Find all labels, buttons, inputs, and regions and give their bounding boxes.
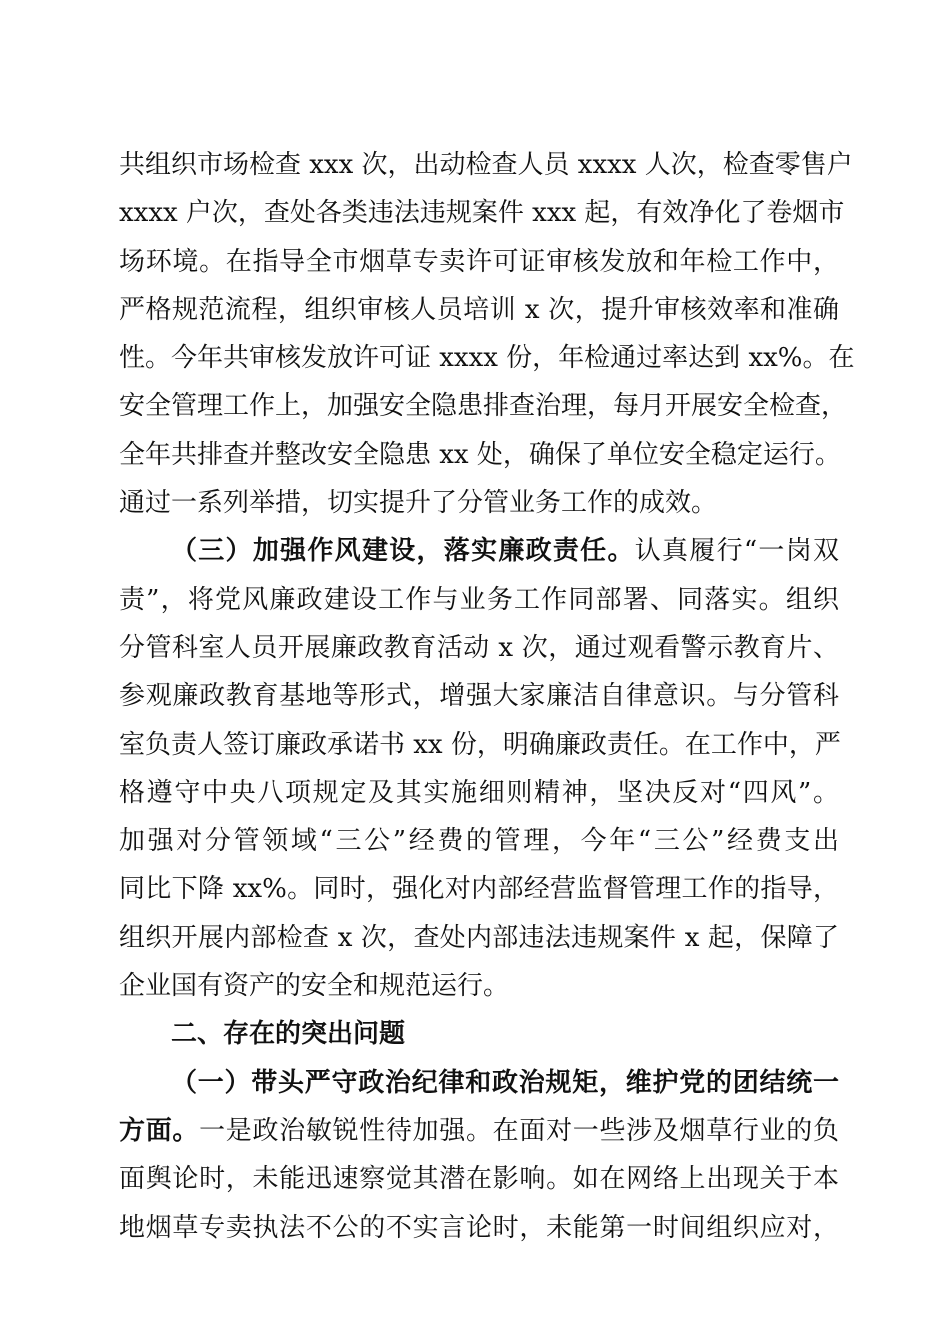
text-line: 参观廉政教育基地等形式，增强大家廉洁自律意识。与分管科	[119, 681, 839, 712]
text-line: 企业国有资产的安全和规范运行。	[119, 971, 510, 1002]
text-line: xxxx 户次，查处各类违法违规案件 xxx 起，有效净化了卷烟市	[119, 198, 845, 229]
text-line: 安全管理工作上，加强安全隐患排查治理，每月开展安全检查，	[119, 391, 848, 422]
text-line: 共组织市场检查 xxx 次，出动检查人员 xxxx 人次，检查零售户	[119, 150, 853, 180]
document-body	[119, 141, 855, 1252]
text-line: 通过一系列举措，切实提升了分管业务工作的成效。	[119, 488, 718, 519]
text-line: 场环境。在指导全市烟草专卖许可证审核发放和年检工作中，	[119, 246, 839, 277]
text-line: 加强对分管领域“三公”经费的管理，今年“三公”经费支出	[119, 826, 839, 857]
text-line: 责”，将党风廉政建设工作与业务工作同部署、同落实。组织	[119, 584, 839, 615]
paragraph-first-line	[119, 527, 839, 575]
text-line: 性。今年共审核发放许可证 xxxx 份，年检通过率达到 xx%。在	[119, 343, 855, 374]
text-line: 同比下降 xx%。同时，强化对内部经营监督管理工作的指导，	[119, 874, 839, 905]
text-line: 地烟草专卖执法不公的不实言论时，未能第一时间组织应对，	[119, 1212, 839, 1243]
subsection-title: （一）带头严守政治纪律和政治规矩，维护党的团结统一	[171, 1067, 839, 1098]
text-line: 格遵守中央八项规定及其实施细则精神，坚决反对“四风”。	[119, 777, 839, 808]
text-line: 室负责人签订廉政承诺书 xx 份，明确廉政责任。在工作中，严	[119, 729, 841, 760]
text-line: 严格规范流程，组织审核人员培训 x 次，提升审核效率和准确	[119, 294, 839, 325]
subsection-title-tail: 方面。	[119, 1115, 200, 1146]
text-run: 认真履行“一岗双	[634, 536, 839, 567]
text-run: 一是政治敏锐性待加强。在面对一些涉及烟草行业的负	[199, 1115, 839, 1146]
subsection-title: （三）加强作风建设，落实廉政责任。	[171, 536, 635, 567]
section-heading: 二、存在的突出问题	[171, 1019, 406, 1050]
text-line: 分管科室人员开展廉政教育活动 x 次，通过观看警示教育片、	[119, 632, 839, 663]
text-line: 全年共排查并整改安全隐患 xx 处，确保了单位安全稳定运行。	[119, 439, 841, 470]
paragraph-first-line	[119, 1059, 839, 1107]
paragraph-line	[119, 1107, 839, 1155]
text-line: 组织开展内部检查 x 次，查处内部违法违规案件 x 起，保障了	[119, 922, 839, 953]
text-line: 面舆论时，未能迅速察觉其潜在影响。如在网络上出现关于本	[119, 1164, 839, 1195]
